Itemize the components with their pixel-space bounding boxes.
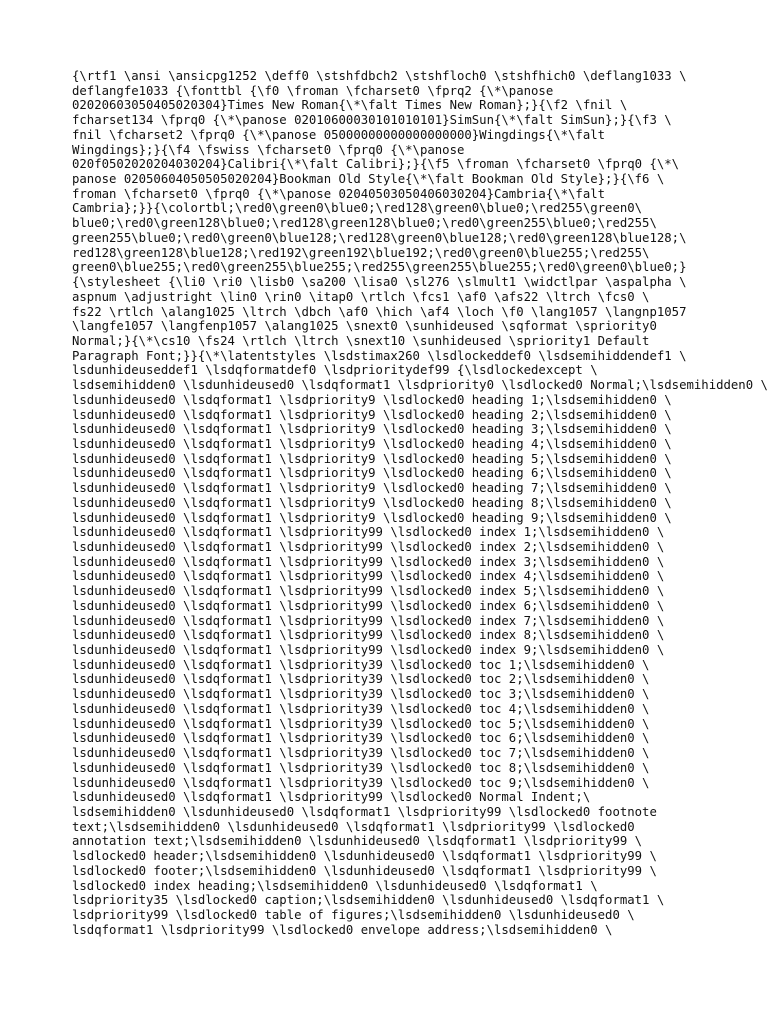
rtf-line: lsdqformat1 \lsdpriority99 \lsdlocked0 envelope address;\lsdsemihidden0 \ <box>72 922 613 937</box>
rtf-line: lsdunhideused0 \lsdqformat1 \lsdpriority99 \lsdlocked0 index 9;\lsdsemihidden0 \ <box>72 643 665 658</box>
rtf-line: lsdunhideused0 \lsdqformat1 \lsdpriority99 \lsdlocked0 index 8;\lsdsemihidden0 \ <box>72 628 665 643</box>
rtf-line: \langfe1057 \langfenp1057 \alang1025 \snext0 \sunhideused \sqformat \spriority0 <box>72 319 657 334</box>
rtf-line: lsdunhideused0 \lsdqformat1 \lsdpriority9 \lsdlocked0 heading 8;\lsdsemihidden0 \ <box>72 495 672 510</box>
rtf-line: green0\blue255;\red0\green255\blue255;\red255\green255\blue255;\red0\green0\blue0;} <box>72 260 687 275</box>
rtf-line: deflangfe1033 {\fonttbl {\f0 \froman \fcharset0 \fprq2 {\*\panose <box>72 83 554 98</box>
rtf-line: Cambria};}}{\colortbl;\red0\green0\blue0;\red128\green0\blue0;\red255\green0\ <box>72 201 643 216</box>
rtf-line: lsdunhideused0 \lsdqformat1 \lsdpriority9 \lsdlocked0 heading 3;\lsdsemihidden0 \ <box>72 422 672 437</box>
rtf-line: lsdunhideused0 \lsdqformat1 \lsdpriority39 \lsdlocked0 toc 4;\lsdsemihidden0 \ <box>72 701 650 716</box>
rtf-line: fcharset134 \fprq0 {\*\panose 02010600030101010101}SimSun{\*\falt SimSun};}{\f3 \ <box>72 113 672 128</box>
rtf-line: lsdpriority99 \lsdlocked0 table of figures;\lsdsemihidden0 \lsdunhideused0 \ <box>72 907 635 922</box>
rtf-line: lsdunhideused0 \lsdqformat1 \lsdpriority39 \lsdlocked0 toc 9;\lsdsemihidden0 \ <box>72 775 650 790</box>
rtf-line: red128\green128\blue128;\red192\green192\blue192;\red0\green0\blue255;\red255\ <box>72 245 650 260</box>
rtf-line: lsdunhideused0 \lsdqformat1 \lsdpriority9 \lsdlocked0 heading 6;\lsdsemihidden0 \ <box>72 466 672 481</box>
rtf-line: lsdunhideused0 \lsdqformat1 \lsdpriority9 \lsdlocked0 heading 1;\lsdsemihidden0 \ <box>72 392 672 407</box>
rtf-line: lsdsemihidden0 \lsdunhideused0 \lsdqformat1 \lsdpriority99 \lsdlocked0 footnote <box>72 804 657 819</box>
rtf-line: blue0;\red0\green128\blue0;\red128\green128\blue0;\red0\green255\blue0;\red255\ <box>72 216 657 231</box>
rtf-line: lsdunhideused0 \lsdqformat1 \lsdpriority39 \lsdlocked0 toc 6;\lsdsemihidden0 \ <box>72 731 650 746</box>
rtf-line: lsdlocked0 header;\lsdsemihidden0 \lsdunhideused0 \lsdqformat1 \lsdpriority99 \ <box>72 849 657 864</box>
rtf-line: lsdunhideused0 \lsdqformat1 \lsdpriority99 \lsdlocked0 index 2;\lsdsemihidden0 \ <box>72 540 665 554</box>
rtf-line: lsdunhideused0 \lsdqformat1 \lsdpriority9 \lsdlocked0 heading 4;\lsdsemihidden0 \ <box>72 436 672 451</box>
rtf-line: text;\lsdsemihidden0 \lsdunhideused0 \lsdqformat1 \lsdpriority99 \lsdlocked0 <box>72 819 635 834</box>
rtf-line: Wingdings};}{\f4 \fswiss \fcharset0 \fprq0 {\*\panose <box>72 142 465 157</box>
rtf-line: lsdunhideused0 \lsdqformat1 \lsdpriority99 \lsdlocked0 Normal Indent;\ <box>72 790 591 805</box>
rtf-line: lsdunhideused0 \lsdqformat1 \lsdpriority99 \lsdlocked0 index 7;\lsdsemihidden0 \ <box>72 613 665 628</box>
rtf-line: lsdunhideused0 \lsdqformat1 \lsdpriority99 \lsdlocked0 index 3;\lsdsemihidden0 \ <box>72 554 665 569</box>
rtf-line: 020f0502020204030204}Calibri{\*\falt Calibri};}{\f5 \froman \fcharset0 \fprq0 {\*\ <box>72 157 680 172</box>
rtf-line: lsdunhideused0 \lsdqformat1 \lsdpriority39 \lsdlocked0 toc 2;\lsdsemihidden0 \ <box>72 672 650 687</box>
rtf-line: fnil \fcharset2 \fprq0 {\*\panose 05000000000000000000}Wingdings{\*\falt <box>72 127 606 142</box>
rtf-source-text <box>72 69 768 937</box>
rtf-line: lsdpriority35 \lsdlocked0 caption;\lsdsemihidden0 \lsdunhideused0 \lsdqformat1 \ <box>72 893 665 908</box>
rtf-line: lsdunhideused0 \lsdqformat1 \lsdpriority39 \lsdlocked0 toc 1;\lsdsemihidden0 \ <box>72 657 650 672</box>
rtf-line: lsdsemihidden0 \lsdunhideused0 \lsdqformat1 \lsdpriority0 \lsdlocked0 Normal;\lsdsemihidden0 \ <box>72 378 768 393</box>
rtf-line: lsdlocked0 footer;\lsdsemihidden0 \lsdunhideused0 \lsdqformat1 \lsdpriority99 \ <box>72 863 657 878</box>
rtf-line: lsdunhideused0 \lsdqformat1 \lsdpriority39 \lsdlocked0 toc 3;\lsdsemihidden0 \ <box>72 687 650 702</box>
rtf-line: annotation text;\lsdsemihidden0 \lsdunhideused0 \lsdqformat1 \lsdpriority99 \ <box>72 834 643 849</box>
rtf-line: lsdunhideused0 \lsdqformat1 \lsdpriority9 \lsdlocked0 heading 9;\lsdsemihidden0 \ <box>72 510 672 525</box>
rtf-line: lsdunhideused0 \lsdqformat1 \lsdpriority39 \lsdlocked0 toc 8;\lsdsemihidden0 \ <box>72 760 650 775</box>
rtf-line: 02020603050405020304}Times New Roman{\*\falt Times New Roman};}{\f2 \fnil \ <box>72 98 628 113</box>
rtf-line: lsdunhideused0 \lsdqformat1 \lsdpriority99 \lsdlocked0 index 5;\lsdsemihidden0 \ <box>72 584 665 599</box>
rtf-line: Paragraph Font;}}{\*\latentstyles \lsdstimax260 \lsdlockeddef0 \lsdsemihiddendef1 \ <box>72 348 687 363</box>
rtf-line: lsdunhideused0 \lsdqformat1 \lsdpriority9 \lsdlocked0 heading 7;\lsdsemihidden0 \ <box>72 481 672 496</box>
rtf-line: fs22 \rtlch \alang1025 \ltrch \dbch \af0 \hich \af4 \loch \f0 \lang1057 \langnp1057 <box>72 304 687 319</box>
rtf-line: lsdunhideused0 \lsdqformat1 \lsdpriority9 \lsdlocked0 heading 5;\lsdsemihidden0 \ <box>72 451 672 466</box>
rtf-line: lsdunhideused0 \lsdqformat1 \lsdpriority99 \lsdlocked0 index 6;\lsdsemihidden0 \ <box>72 598 665 613</box>
rtf-line: {\stylesheet {\li0 \ri0 \lisb0 \sa200 \lisa0 \sl276 \slmult1 \widctlpar \aspalpha \ <box>72 275 687 290</box>
rtf-line: lsdunhideused0 \lsdqformat1 \lsdpriority39 \lsdlocked0 toc 7;\lsdsemihidden0 \ <box>72 746 650 761</box>
rtf-line: panose 02050604050505020204}Bookman Old Style{\*\falt Bookman Old Style};}{\f6 \ <box>72 172 665 187</box>
rtf-line: Normal;}{\*\cs10 \fs24 \rtlch \ltrch \snext10 \sunhideused \spriority1 Default <box>72 333 650 348</box>
rtf-line: aspnum \adjustright \lin0 \rin0 \itap0 \rtlch \fcs1 \af0 \afs22 \ltrch \fcs0 \ <box>72 289 650 304</box>
rtf-line: green255\blue0;\red0\green0\blue128;\red128\green0\blue128;\red0\green128\blue128;\ <box>72 230 687 245</box>
rtf-line: lsdunhideused0 \lsdqformat1 \lsdpriority39 \lsdlocked0 toc 5;\lsdsemihidden0 \ <box>72 716 650 731</box>
rtf-line: froman \fcharset0 \fprq0 {\*\panose 02040503050406030204}Cambria{\*\falt <box>72 186 606 201</box>
rtf-line: lsdunhideuseddef1 \lsdqformatdef0 \lsdprioritydef99 {\lsdlockedexcept \ <box>72 363 598 378</box>
rtf-line: lsdunhideused0 \lsdqformat1 \lsdpriority99 \lsdlocked0 index 4;\lsdsemihidden0 \ <box>72 569 665 584</box>
rtf-line: lsdunhideused0 \lsdqformat1 \lsdpriority9 \lsdlocked0 heading 2;\lsdsemihidden0 \ <box>72 407 672 422</box>
rtf-line: lsdunhideused0 \lsdqformat1 \lsdpriority99 \lsdlocked0 index 1;\lsdsemihidden0 \ <box>72 525 665 540</box>
rtf-line: {\rtf1 \ansi \ansicpg1252 \deff0 \stshfdbch2 \stshfloch0 \stshfhich0 \deflang1033 \ <box>72 69 687 83</box>
rtf-line: lsdlocked0 index heading;\lsdsemihidden0 \lsdunhideused0 \lsdqformat1 \ <box>72 878 598 893</box>
